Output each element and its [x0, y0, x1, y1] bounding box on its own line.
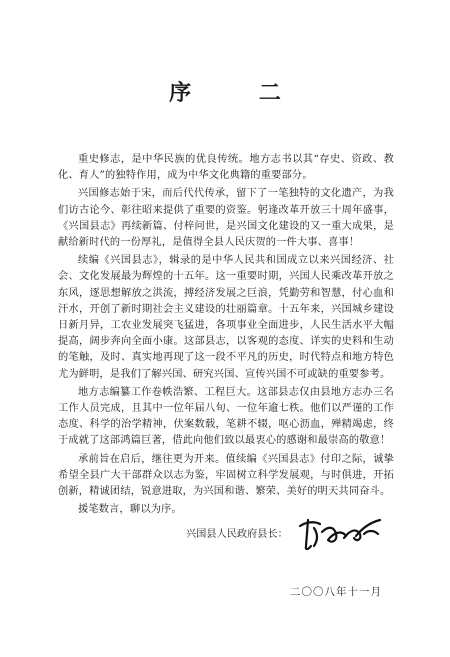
- paragraph-5: 承前旨在启后，继往更为开来。值续编《兴国县志》付印之际，诚挚希望全县广大干部群众以志为鉴，牢固树立科学发展观，与时俱进，开拓创新，精诚团结，锐意进取，为兴国和谐、繁荣、美好的明天共同奋斗。: [58, 453, 394, 498]
- signature-label: 兴国县人民政府县长：: [186, 528, 288, 540]
- paragraph-4: 地方志编纂工作卷帙浩繁、工程巨大。这部县志仅由县地方志办三名工作人员完成，且其中一位年届八旬、一位年逾七秩。他们以严谨的工作态度、科学的治学精神，伏案数载，笔耕不辍，呕心沥血，殚精竭虑，终于成就了这部鸿篇巨著，借此向他们致以最衷心的感谢和最崇高的敬意！: [58, 386, 394, 447]
- page-title: 序 二: [169, 80, 311, 106]
- preface-body: [58, 152, 394, 520]
- paragraph-2: 兴国修志始于宋，而后代代传承，留下了一笔独特的文化遗产，为我们访古论今、彰往昭来提供了重要的资鉴。躬逢改革开放三十周年盛事，《兴国县志》再续新篇、付梓问世，是兴国文化建设的又一重大成果，是献给新时代的一份厚礼，是值得全县人民庆贺的一件大事、喜事！: [58, 188, 394, 249]
- paragraph-6: 援笔数言，聊以为序。: [78, 504, 182, 516]
- date-line: 二〇〇八年十一月: [290, 586, 382, 598]
- paragraph-1: 重史修志，是中华民族的优良传统。地方志书以其“存史、资政、教化、育人”的独特作用，成为中华文化典籍的重要部分。: [58, 154, 394, 182]
- signature-block: [186, 512, 386, 552]
- paragraph-3: 续编《兴国县志》，辑录的是中华人民共和国成立以来兴国经济、社会、文化发展最为辉煌的十五年。这一重要时期，兴国人民乘改革开放之东风，逐思想解放之洪流，搏经济发展之巨浪，凭勤劳和智慧，付心血和汗水，开创了新时期社会主义建设的壮丽篇章。十五年来，兴国城乡建设日新月异，工农业发展突飞猛进，各项事业全面进步，人民生活水平大幅提高，阔步奔向全面小康。这部县志，以客观的态度、详实的史料和生动的笔触，及时、真实地再现了这一段不平凡的历史，时代特点和地方特色尤为鲜明，是我们了解兴国、研究兴国、宣传兴国不可或缺的重要参考。: [58, 255, 394, 380]
- handwritten-signature: [294, 512, 386, 552]
